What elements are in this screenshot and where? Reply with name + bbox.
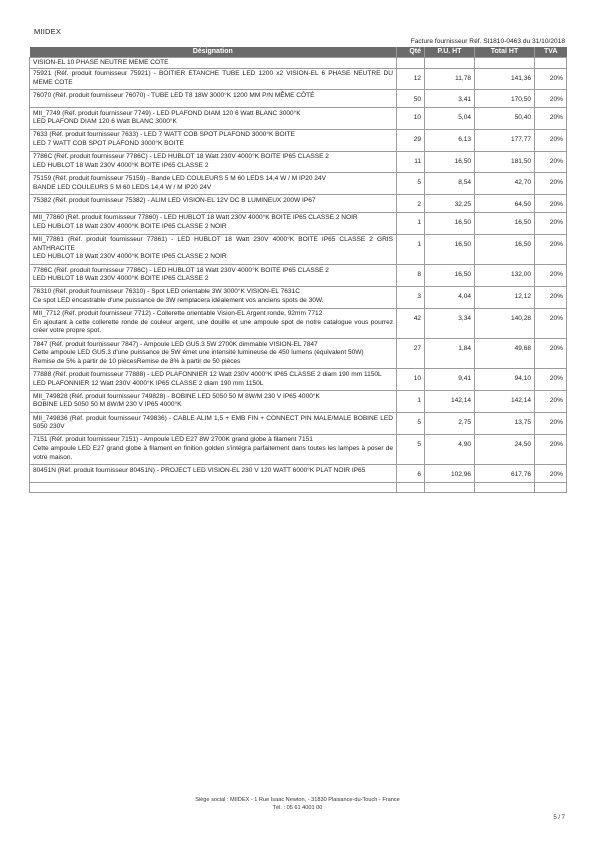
row-total: 181,50: [475, 151, 535, 173]
column-header-total: Total HT: [475, 47, 535, 58]
row-qty: 12: [397, 68, 425, 90]
row-total: 16,50: [475, 234, 535, 264]
row-vat: 20%: [535, 369, 567, 391]
row-vat: 20%: [535, 465, 567, 483]
table-row: [30, 129, 567, 151]
row-designation: [30, 212, 397, 234]
row-vat: [535, 58, 567, 69]
row-unit-price: 16,50: [425, 212, 475, 234]
designation-line: LED HUBLOT 18 Watt 230V 4000°K BOITE IP65 CLASSE 2 NOIR: [33, 253, 227, 261]
designation-line: 76310 (Réf. produit fournisseur 76310) - Spot LED orientable 3W 3000°K VISION-EL 7631C: [33, 288, 300, 296]
table-row: [30, 151, 567, 173]
row-designation: [30, 465, 397, 483]
designation-line: MII_749828 (Réf. produit fournisseur 749828) - BOBINE LED 5050 50 M 8W/M 230 V IP65 4000°K: [33, 392, 320, 400]
table-row: [30, 234, 567, 264]
designation-line: 7847 (Réf. produit fournisseur 7847) - Ampoule LED GU5.3 5W 2700K dimmable VISION-EL 7847: [33, 340, 318, 348]
row-qty: [397, 58, 425, 69]
row-vat: 20%: [535, 195, 567, 213]
row-qty: 2: [397, 195, 425, 213]
row-unit-price: 16,50: [425, 151, 475, 173]
row-vat: 20%: [535, 212, 567, 234]
table-row: [30, 108, 567, 130]
table-row: [30, 434, 567, 464]
row-unit-price: 5,04: [425, 108, 475, 130]
designation-line: MII_7712 (Réf. produit fournisseur 7712) - Collerette orientable Vision-EL Argent ronde, 92mm 7712: [33, 310, 323, 318]
row-total: 141,36: [475, 68, 535, 90]
designation-line: 77888 (Réf. produit fournisseur 77888) - LED PLAFONNIER 12 Watt 230V 4000°K IP65 CLASSE 2 diam 190 mm 1150L: [33, 370, 382, 378]
table-body: [30, 58, 567, 493]
designation-line: MII_77861 (Réf. produit fournisseur 77861) - LED HUBLOT 18 Watt 230V 4000°K BOITE IP65 CLASSE 2 GRIS ANTHRACITE: [33, 236, 393, 252]
designation-line: Cette ampoule LED GU5.3 d'une puissance de 5W émet une intensité lumineuse de 450 lumens (équivalent 50W): [33, 349, 364, 357]
row-total: 170,50: [475, 90, 535, 108]
row-total: 12,12: [475, 286, 535, 308]
row-total: 42,70: [475, 173, 535, 195]
row-total: 13,75: [475, 413, 535, 435]
row-unit-price: 16,50: [425, 234, 475, 264]
row-unit-price: 3,34: [425, 308, 475, 338]
table-row: [30, 465, 567, 483]
row-unit-price: 32,25: [425, 195, 475, 213]
row-total: 142,14: [475, 391, 535, 413]
row-unit-price: 2,75: [425, 413, 475, 435]
page-number: 5 / 7: [553, 815, 565, 821]
empty-cell: [30, 482, 397, 492]
row-designation: [30, 151, 397, 173]
designation-line: 75921 (Réf. produit fournisseur 75921) - BOITIER ETANCHE TUBE LED 1200 x2 VISION-EL 6 PHASE NEUTRE DU MEME COTE: [33, 70, 393, 86]
row-designation: [30, 369, 397, 391]
row-designation: [30, 413, 397, 435]
designation-line: En ajoutant à cette collerette ronde de couleur argent, une douille et une ampoule spot de notre catalogue vous pourrez créer votre propre spot.: [33, 318, 393, 335]
designation-line: LED HUBLOT 18 Watt 230V 4000°K BOITE IP65 CLASSE 2 NOIR: [33, 222, 227, 230]
row-unit-price: 142,14: [425, 391, 475, 413]
row-qty: 3: [397, 286, 425, 308]
row-qty: 8: [397, 265, 425, 287]
row-vat: 20%: [535, 265, 567, 287]
table-row: [30, 195, 567, 213]
table-row: [30, 308, 567, 338]
row-vat: 20%: [535, 413, 567, 435]
designation-line: 76070 (Réf. produit fournisseur 76070) - TUBE LED T8 18W 3000°K 1200 MM P/N MÊME CÔTÉ: [33, 91, 315, 99]
table-row: [30, 339, 567, 369]
designation-line: LED 7 WATT COB SPOT PLAFOND 3000°K BOITE: [33, 139, 184, 147]
row-designation: [30, 286, 397, 308]
row-total: 617,76: [475, 465, 535, 483]
row-total: 177,77: [475, 129, 535, 151]
row-total: 24,50: [475, 434, 535, 464]
row-vat: 20%: [535, 173, 567, 195]
designation-line: Remise de 5% à partir de 10 piècesRemise de 8% à partir de 50 pièces: [33, 357, 241, 365]
empty-cell: [535, 482, 567, 492]
column-header-qty: Qté: [397, 47, 425, 58]
row-unit-price: 8,54: [425, 173, 475, 195]
table-row-empty: [30, 482, 567, 492]
designation-line: LED HUBLOT 18 Watt 230V 4000°K BOITE IP65 CLASSE 2: [33, 275, 209, 283]
row-vat: 20%: [535, 286, 567, 308]
row-qty: 5: [397, 413, 425, 435]
table-row: [30, 286, 567, 308]
designation-line: MII_749836 (Réf. produit fournisseur 749836) - CABLE ALIM 1,5 + EMB FIN + CONNECT PIN MALE/MALE BOBINE LED 5050 230V: [33, 414, 393, 431]
row-total: 64,50: [475, 195, 535, 213]
row-unit-price: [425, 58, 475, 69]
table-row-continuation: [30, 58, 567, 69]
row-unit-price: 4,90: [425, 434, 475, 464]
row-vat: 20%: [535, 234, 567, 264]
invoice-reference: Facture fournisseur Réf. SI1810-0463 du 31/10/2018: [410, 38, 565, 45]
row-vat: 20%: [535, 308, 567, 338]
row-unit-price: 3,41: [425, 90, 475, 108]
row-designation: [30, 391, 397, 413]
footer-phone: Tél. : 05 61 4001 00: [272, 805, 323, 811]
row-qty: 42: [397, 308, 425, 338]
designation-line: 7633 (Réf. produit fournisseur 7633) - LED 7 WATT COB SPOT PLAFOND 3000°K BOITE: [33, 131, 295, 139]
row-qty: 29: [397, 129, 425, 151]
row-unit-price: 11,78: [425, 68, 475, 90]
row-qty: 5: [397, 434, 425, 464]
row-total: 50,40: [475, 108, 535, 130]
row-designation: [30, 308, 397, 338]
row-designation: [30, 434, 397, 464]
row-qty: 11: [397, 151, 425, 173]
row-qty: 27: [397, 339, 425, 369]
designation-line: 80451N (Réf. produit fournisseur 80451N) - PROJECT LED VISION-EL 230 V 120 WATT 6000°K PLAT NOIR IP65: [33, 466, 366, 474]
designation-line: MII_7749 (Réf. produit fournisseur 7749) - LED PLAFOND DIAM 120 6 Watt BLANC 3000°K: [33, 109, 301, 117]
table-row: [30, 68, 567, 90]
row-vat: 20%: [535, 129, 567, 151]
designation-line: Cette ampoule LED E27 grand globe à filament en finition golden s'intégra parfaitement dans toutes les lampes à poser de votre maison.: [33, 444, 393, 461]
row-designation: [30, 265, 397, 287]
empty-cell: [475, 482, 535, 492]
row-vat: 20%: [535, 434, 567, 464]
row-vat: 20%: [535, 108, 567, 130]
row-total: 140,28: [475, 308, 535, 338]
invoice-lines-table: [29, 47, 567, 493]
row-vat: 20%: [535, 151, 567, 173]
designation-line: LED HUBLOT 18 Watt 230V 4000°K BOITE IP65 CLASSE 2: [33, 161, 209, 169]
row-total: 132,00: [475, 265, 535, 287]
row-qty: 6: [397, 465, 425, 483]
row-total: 49,68: [475, 339, 535, 369]
row-designation: VISION-EL 10 PHASE NEUTRE MEME COTE: [30, 58, 397, 69]
designation-line: 7786C (Réf. produit fournisseur 7786C) - LED HUBLOT 18 Watt 230V 4000°K BOITE IP65 CLASSE 2: [33, 266, 329, 274]
table-row: [30, 173, 567, 195]
table-row: [30, 265, 567, 287]
designation-line: BOBINE LED 5050 50 M 8W/M 230 V IP65 4000°K: [33, 401, 182, 409]
row-qty: 1: [397, 212, 425, 234]
column-header-designation: Désignation: [30, 47, 397, 58]
row-unit-price: 6,13: [425, 129, 475, 151]
row-designation: [30, 129, 397, 151]
row-qty: 5: [397, 173, 425, 195]
designation-line: BANDE LED COULEURS 5 M 60 LEDS 14,4 W / M IP20 24V: [33, 183, 212, 191]
row-unit-price: 1,84: [425, 339, 475, 369]
row-total: 94,10: [475, 369, 535, 391]
empty-cell: [397, 482, 425, 492]
row-designation: [30, 195, 397, 213]
row-qty: 10: [397, 369, 425, 391]
table-header: [30, 47, 567, 58]
row-unit-price: 102,96: [425, 465, 475, 483]
table-row: [30, 90, 567, 108]
column-header-vat: TVA: [535, 47, 567, 58]
row-vat: 20%: [535, 391, 567, 413]
row-unit-price: 9,41: [425, 369, 475, 391]
row-qty: 1: [397, 234, 425, 264]
designation-line: LED PLAFONNIER 12 Watt 230V 4000°K IP65 CLASSE 2 diam 190 mm 1150L: [33, 379, 264, 387]
row-designation: [30, 68, 397, 90]
row-designation: [30, 90, 397, 108]
footer-address: Siège social : MIIDEX - 1 Rue Isaac Newton, - 31830 Plaisance-du-Touch - France: [195, 797, 400, 803]
empty-cell: [425, 482, 475, 492]
table-row: [30, 369, 567, 391]
designation-line: 75382 (Réf. produit fournisseur 75382) - ALIM LED VISION-EL 12V DC B LUMINEUX 200W IP67: [33, 196, 316, 204]
designation-line: LED PLAFOND DIAM 120 6 Watt BLANC 3000°K: [33, 118, 177, 126]
table-row: [30, 413, 567, 435]
designation-line: Ce spot LED encastrable d'une puissance de 3W remplacera idéalement vos anciens spots de 30W.: [33, 296, 324, 304]
row-unit-price: 16,50: [425, 265, 475, 287]
row-designation: [30, 173, 397, 195]
row-qty: 1: [397, 391, 425, 413]
row-vat: 20%: [535, 68, 567, 90]
row-designation: [30, 234, 397, 264]
row-total: 16,50: [475, 212, 535, 234]
designation-line: MII_77860 (Réf. produit fournisseur 77860) - LED HUBLOT 18 Watt 230V 4000°K BOITE IP65 CLASSE 2 NOIR: [33, 214, 358, 222]
company-name: MIIDEX: [34, 27, 62, 36]
column-header-unit-price: P.U. HT: [425, 47, 475, 58]
row-vat: 20%: [535, 90, 567, 108]
row-qty: 50: [397, 90, 425, 108]
table-row: [30, 212, 567, 234]
row-unit-price: 4,04: [425, 286, 475, 308]
row-designation: [30, 339, 397, 369]
designation-line: 7786C (Réf. produit fournisseur 7786C) - LED HUBLOT 18 Watt 230V 4000°K BOITE IP65 CLASSE 2: [33, 153, 329, 161]
designation-line: 7151 (Réf. produit fournisseur 7151) - Ampoule LED E27 8W 2700K grand globe à filament 7151: [33, 436, 313, 444]
row-qty: 10: [397, 108, 425, 130]
table-row: [30, 391, 567, 413]
row-vat: 20%: [535, 339, 567, 369]
row-designation: [30, 108, 397, 130]
designation-line: 75159 (Réf. produit fournisseur 75159) - Bande LED COULEURS 5 M 60 LEDS 14,4 W / M IP20 24V: [33, 174, 326, 182]
row-total: [475, 58, 535, 69]
